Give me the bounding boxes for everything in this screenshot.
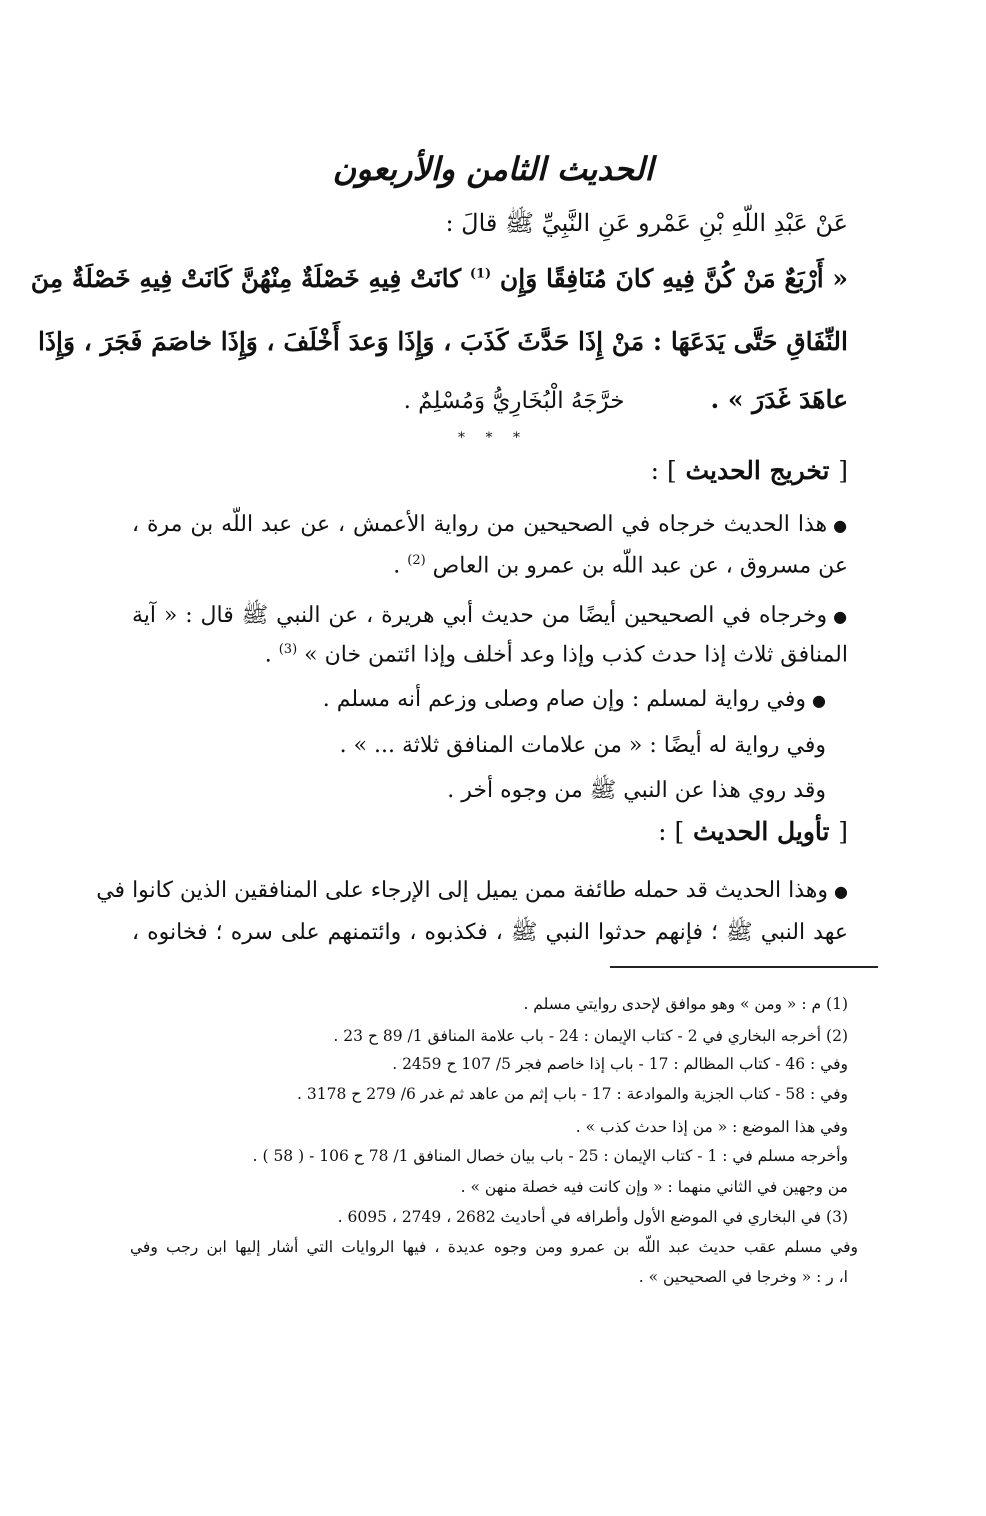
bullet-icon: ● — [812, 691, 826, 710]
hadith-text-line-1 — [30, 264, 848, 293]
bracket-close: ] : — [658, 817, 685, 846]
footnote-1: (1) م : « ومن » وهو موافق لإحدى روايتي مسلم . — [523, 995, 848, 1013]
paragraph-text: عن مسروق ، عن عبد اللّه بن عمرو بن العاص — [432, 553, 848, 579]
paragraph-text: هذا الحديث خرجاه في الصحيحين من رواية الأعمش ، عن عبد اللّه بن مرة ، — [132, 512, 828, 537]
paragraph-5: وقد روي هذا عن النبي ﷺ من وجوه أخر . — [447, 778, 826, 803]
paragraph-6-line-1 — [96, 878, 848, 903]
hadith-text-end: عاهَدَ غَدَرَ » . — [710, 385, 848, 414]
hadith-isnad: عَنْ عَبْدِ اللّهِ بْنِ عَمْرو عَنِ النَّبِيِّ ﷺ قالَ : — [445, 209, 848, 237]
bracket-close: ] : — [650, 456, 677, 485]
bullet-icon: ● — [833, 516, 848, 535]
paragraph-text: وخرجاه في الصحيحين أيضًا من حديث أبي هريرة ، عن النبي ﷺ قال : « آية — [132, 603, 828, 628]
paragraph-3 — [323, 687, 826, 712]
footnote-2-cont-2: وفي : 58 - كتاب الجزية والموادعة : 17 - باب إثم من عاهد ثم غدر 6/ 279 ح 3178 . — [297, 1085, 848, 1103]
hadith-text-segment: « أَرْبَعٌ مَنْ كُنَّ فِيهِ كانَ مُنَافِقًا وَإِن — [499, 264, 848, 293]
footnote-2-cont-1: وفي : 46 - كتاب المظالم : 17 - باب إذا خاصم فجر 5/ 107 ح 2459 . — [392, 1055, 848, 1073]
footnote-ref-1[interactable]: (1) — [469, 266, 492, 282]
footnote-2-cont-4: وأخرجه مسلم في : 1 - كتاب الإيمان : 25 - باب بيان خصال المنافق 1/ 78 ح 106 - ( 58 ) . — [252, 1147, 848, 1165]
paragraph-2-line-2 — [132, 642, 848, 667]
footnote-3-cont-1: وفي مسلم عقب حديث عبد اللّه بن عمرو ومن وجوه عديدة ، فيها الروايات التي أشار إليها ابن رجب وفي — [130, 1238, 858, 1256]
footnote-2-cont-5: من وجهين في الثاني منهما : « وإن كانت فيه خصلة منهن » . — [460, 1178, 848, 1196]
footnote-ref-3[interactable]: (3) — [278, 642, 298, 657]
section-title: تأويل الحديث — [692, 817, 830, 846]
bracket-open: [ — [838, 817, 848, 846]
page-title: الحديث الثامن والأربعون — [332, 150, 654, 188]
paragraph-text: . — [393, 553, 401, 579]
separator-stars: * * * — [458, 430, 528, 446]
paragraph-text: . — [264, 642, 272, 668]
footnote-2-cont-3: وفي هذا الموضع : « من إذا حدث كذب » . — [575, 1118, 848, 1136]
footnote-3-cont-2: ا، ر : « وخرجا في الصحيحين » . — [638, 1268, 848, 1286]
footnote-ref-2[interactable]: (2) — [407, 553, 426, 568]
bullet-icon: ● — [833, 607, 849, 626]
paragraph-1-line-2 — [132, 553, 848, 578]
bracket-open: [ — [838, 456, 848, 485]
footnote-divider — [610, 966, 878, 968]
section-heading-tawil — [658, 817, 848, 846]
paragraph-text: وهذا الحديث قد حمله طائفة ممن يميل إلى الإرجاء على المنافقين الذين كانوا في — [96, 878, 829, 903]
hadith-text-line-3 — [132, 385, 848, 414]
paragraph-4: وفي رواية له أيضًا : « من علامات المنافق ثلاثة ... » . — [339, 733, 826, 758]
bullet-icon: ● — [834, 882, 848, 901]
hadith-text-line-2: النِّفَاقِ حَتَّى يَدَعَهَا : مَنْ إِذَا حَدَّثَ كَذَبَ ، وَإِذَا وَعدَ أَخْلَفَ ، وَإِذَا خاصَمَ فَجَرَ ، وَإِذَا — [37, 327, 848, 356]
hadith-takhrij: خرَّجَهُ الْبُخَارِيُّ وَمُسْلِمٌ . — [403, 388, 625, 414]
section-heading-takhrij — [651, 456, 848, 485]
paragraph-text: وفي رواية لمسلم : وإن صام وصلى وزعم أنه مسلم . — [322, 687, 807, 712]
paragraph-6-line-2: عهد النبي ﷺ ؛ فإنهم حدثوا النبي ﷺ ، فكذبوه ، وائتمنهم على سره ؛ فخانوه ، — [132, 920, 848, 945]
section-title: تخريج الحديث — [685, 456, 830, 485]
paragraph-2-line-1 — [132, 601, 848, 633]
footnote-2: (2) أخرجه البخاري في 2 - كتاب الإيمان : 24 - باب علامة المنافق 1/ 89 ح 23 . — [333, 1027, 848, 1045]
hadith-text-segment: كانَتْ فِيهِ خَصْلَةٌ مِنْهُنَّ كَانَتْ فِيهِ خَصْلَةٌ مِنَ — [30, 264, 462, 293]
paragraph-1-line-1 — [132, 512, 848, 537]
footnote-3: (3) في البخاري في الموضع الأول وأطرافه في أحاديث 2682 ، 2749 ، 6095 . — [337, 1208, 848, 1226]
paragraph-text: المنافق ثلاث إذا حدث كذب وإذا وعد أخلف وإذا ائتمن خان » — [304, 642, 848, 668]
